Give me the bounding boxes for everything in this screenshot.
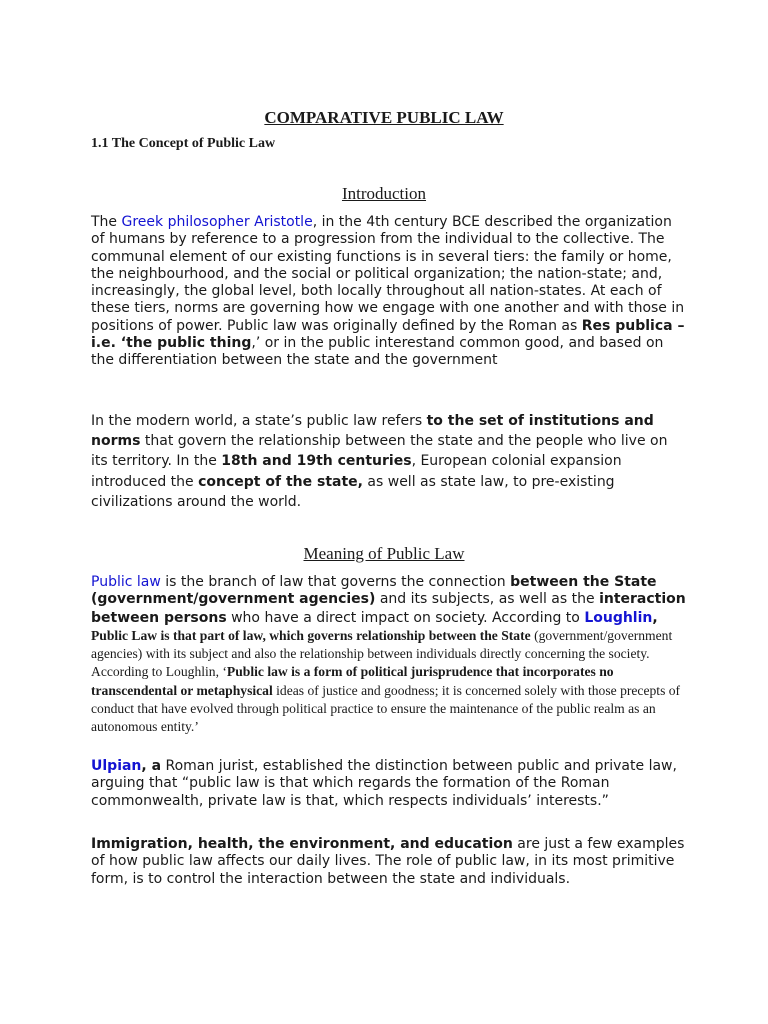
meaning-paragraph-1: Public law is the branch of law that governs the connection between the State (government/government agencies) and its subjects, as well as the interaction between persons who have a direct impact on society. According to Loughlin, Public Law is that part of law, which governs relationship between the State (government/government agencies) with its subject and also the relationship between individuals directly concerning the society. According to Loughlin, ‘Public law is a form of political jurisprudence that incorporates no transcendental or metaphysical ideas of justice and goodness; it is concerned solely with those precepts of conduct that have evolved through political practice to ensure the maintenance of the public realm as an autonomous entity.’ — [91, 574, 686, 735]
meaning-heading: Meaning of Public Law — [303, 544, 465, 563]
meaning-paragraph-2: Ulpian, a Roman jurist, established the distinction between public and private law, arguing that “public law is that which regards the formation of the Roman commonwealth, private law is that, which respects individuals’ interests.” — [91, 758, 677, 809]
section-heading: 1.1 The Concept of Public Law — [91, 136, 276, 151]
meaning-paragraph-3: Immigration, health, the environment, and education are just a few examples of how public law affects our daily lives. The role of public law, in its most primitive form, is to control the interaction between the state and individuals. — [91, 836, 685, 887]
introduction-paragraph-1: The Greek philosopher Aristotle, in the 4th century BCE described the organization of humans by reference to a progression from the individual to the collective. The communal element of our existing functions is in several tiers: the family or home, the neighbourhood, and the social or political organization; the nation-state; and, increasingly, the global level, both locally throughout all nation-states. At each of these tiers, norms are governing how we engage with one another and with those in positions of power. Public law was originally defined by the Roman as Res publica – i.e. ‘the public thing,’ or in the public interestand common good, and based on the differentiation between the state and the government — [91, 214, 685, 369]
ulpian-link[interactable]: Ulpian — [91, 758, 142, 774]
aristotle-link[interactable]: Greek philosopher Aristotle — [121, 214, 313, 230]
public-law-link[interactable]: Public law — [91, 574, 161, 590]
loughlin-quote: Public Law is that part of law, which governs relationship between the State (government/government agencies) with its subject and also the relationship between individuals directly concerning the society. According to Loughlin, ‘Public law is a form of political jurisprudence that incorporates no transcendental or metaphysical ideas of justice and goodness; it is concerned solely with those precepts of conduct that have evolved through political practice to ensure the maintenance of the public realm as an autonomous entity.’ — [91, 627, 681, 735]
loughlin-link[interactable]: Loughlin — [584, 609, 653, 626]
document-title: COMPARATIVE PUBLIC LAW — [264, 108, 504, 127]
introduction-paragraph-2: In the modern world, a state’s public law refers to the set of institutions and norms that govern the relationship between the state and the people who live on its territory. In the 18th and 19th centuries, European colonial expansion introduced the concept of the state, as well as state law, to pre-existing civilizations around the world. — [91, 413, 668, 510]
introduction-heading: Introduction — [341, 184, 427, 203]
